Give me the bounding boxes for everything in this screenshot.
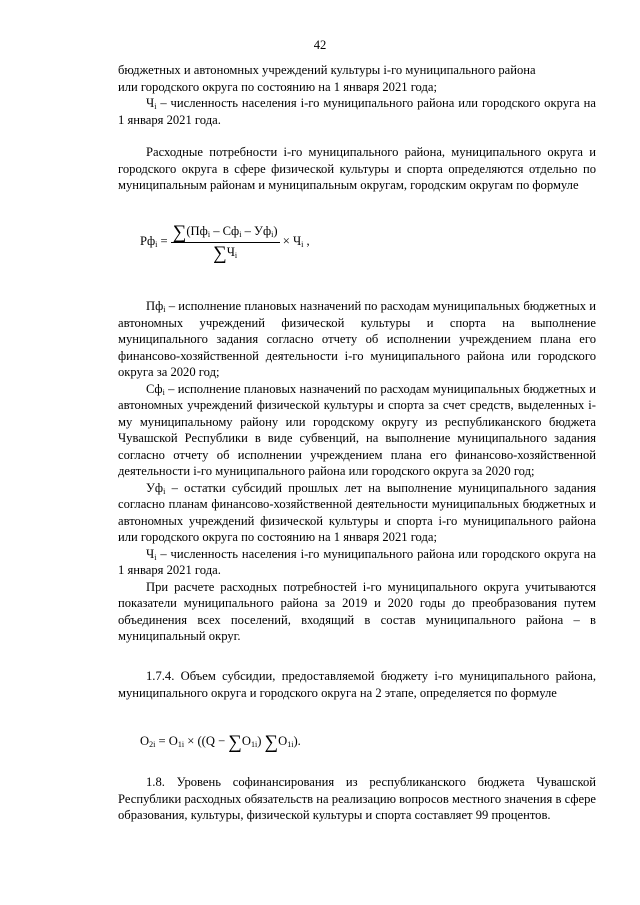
definition-uf: $Уф_i$ – остатки субсидий прошлых лет на выполнение муниципального задания согласно планам финансово-хозяйственной деятельности муниципальных бюджетных и автономных учреждений физической культуры и спорта i-го муниципального района или городского округа по состоянию на 1 января 2021 года; bbox=[118, 480, 596, 544]
text-line: бюджетных и автономных учреждений культуры i-го муниципального района bbox=[118, 63, 536, 77]
definition-sf: $Сф_i$ – исполнение плановых назначений по расходам муниципальных бюджетных и автономных учреждений физической культуры и спорта за счет средств, выделенных i-му муниципальному району или городскому округу из республиканского бюджета Чувашской Республики в виде субвенций, на выполнение муниципального задания согласно отчету об исполнении учреждением плана его финансово-хозяйственной деятельности i-го муниципального района или городского округа за 2020 год; bbox=[118, 381, 596, 478]
formula-sport-needs: $Рф_i$ = $\frac{\sum(Пф_i - Сф_i - Уф_i)}{\sum Ч_i}$ × $Ч_i$ , bbox=[140, 222, 310, 264]
formula-fraction: $\frac{\sum(Пф_i - Сф_i - Уф_i)}{\sum Ч_i}$ bbox=[172, 222, 278, 264]
page-number: 42 bbox=[313, 38, 327, 52]
section-1-8 bbox=[118, 774, 596, 824]
text-line: или городского округа по состоянию на 1 января 2021 года; bbox=[118, 79, 437, 94]
paragraph-continuation bbox=[118, 62, 596, 128]
definition-population: $Ч_i$ – численность населения i-го муниципального района или городского округа на 1 января 2021 года. bbox=[118, 96, 596, 127]
paragraph-text: 1.8. Уровень софинансирования из республиканского бюджета Чувашской Республики расходных обязательств на реализацию вопросов местного значения в сфере образования, культуры, физической культуры и спорта составляет 99 процентов. bbox=[118, 775, 596, 822]
paragraph-calculation-note: При расчете расходных потребностей i-го муниципального округа учитываются показатели муниципального района за 2019 и 2020 годы до преобразования путем объединения всех поселений, входящий в состав муниципального района – в муниципальный округ. bbox=[118, 579, 596, 643]
formula-stage2-subsidy: $O_{2i} = O_{1i} \times ((Q - \sum O_{1i})$ $\sum O_{1i}$). bbox=[140, 732, 301, 753]
definition-ch: $Ч_i$ – численность населения i-го муниципального района или городского округа на 1 января 2021 года. bbox=[118, 546, 596, 577]
paragraph-text: Расходные потребности i-го муниципального района, муниципального округа и городского округа в сфере физической культуры и спорта определяются отдельно по муниципальным районам и муниципальным округам, городским округам по формуле bbox=[118, 145, 596, 192]
definition-pf: $Пф_i$ – исполнение плановых назначений по расходам муниципальных бюджетных и автономных учреждений физической культуры и спорта на выполнение муниципального задания согласно отчету об исполнении учреждением плана его финансово-хозяйственной деятельности i-го муниципального района или городского округа за 2020 год; bbox=[118, 299, 596, 379]
section-1-7-4 bbox=[118, 668, 596, 701]
paragraph-text: 1.7.4. Объем субсидии, предоставляемой бюджету i-го муниципального района, муниципального округа и городского округа на 2 этапе, определяется по формуле bbox=[118, 669, 596, 700]
paragraph-expense-needs bbox=[118, 144, 596, 194]
definitions-block bbox=[118, 298, 596, 645]
